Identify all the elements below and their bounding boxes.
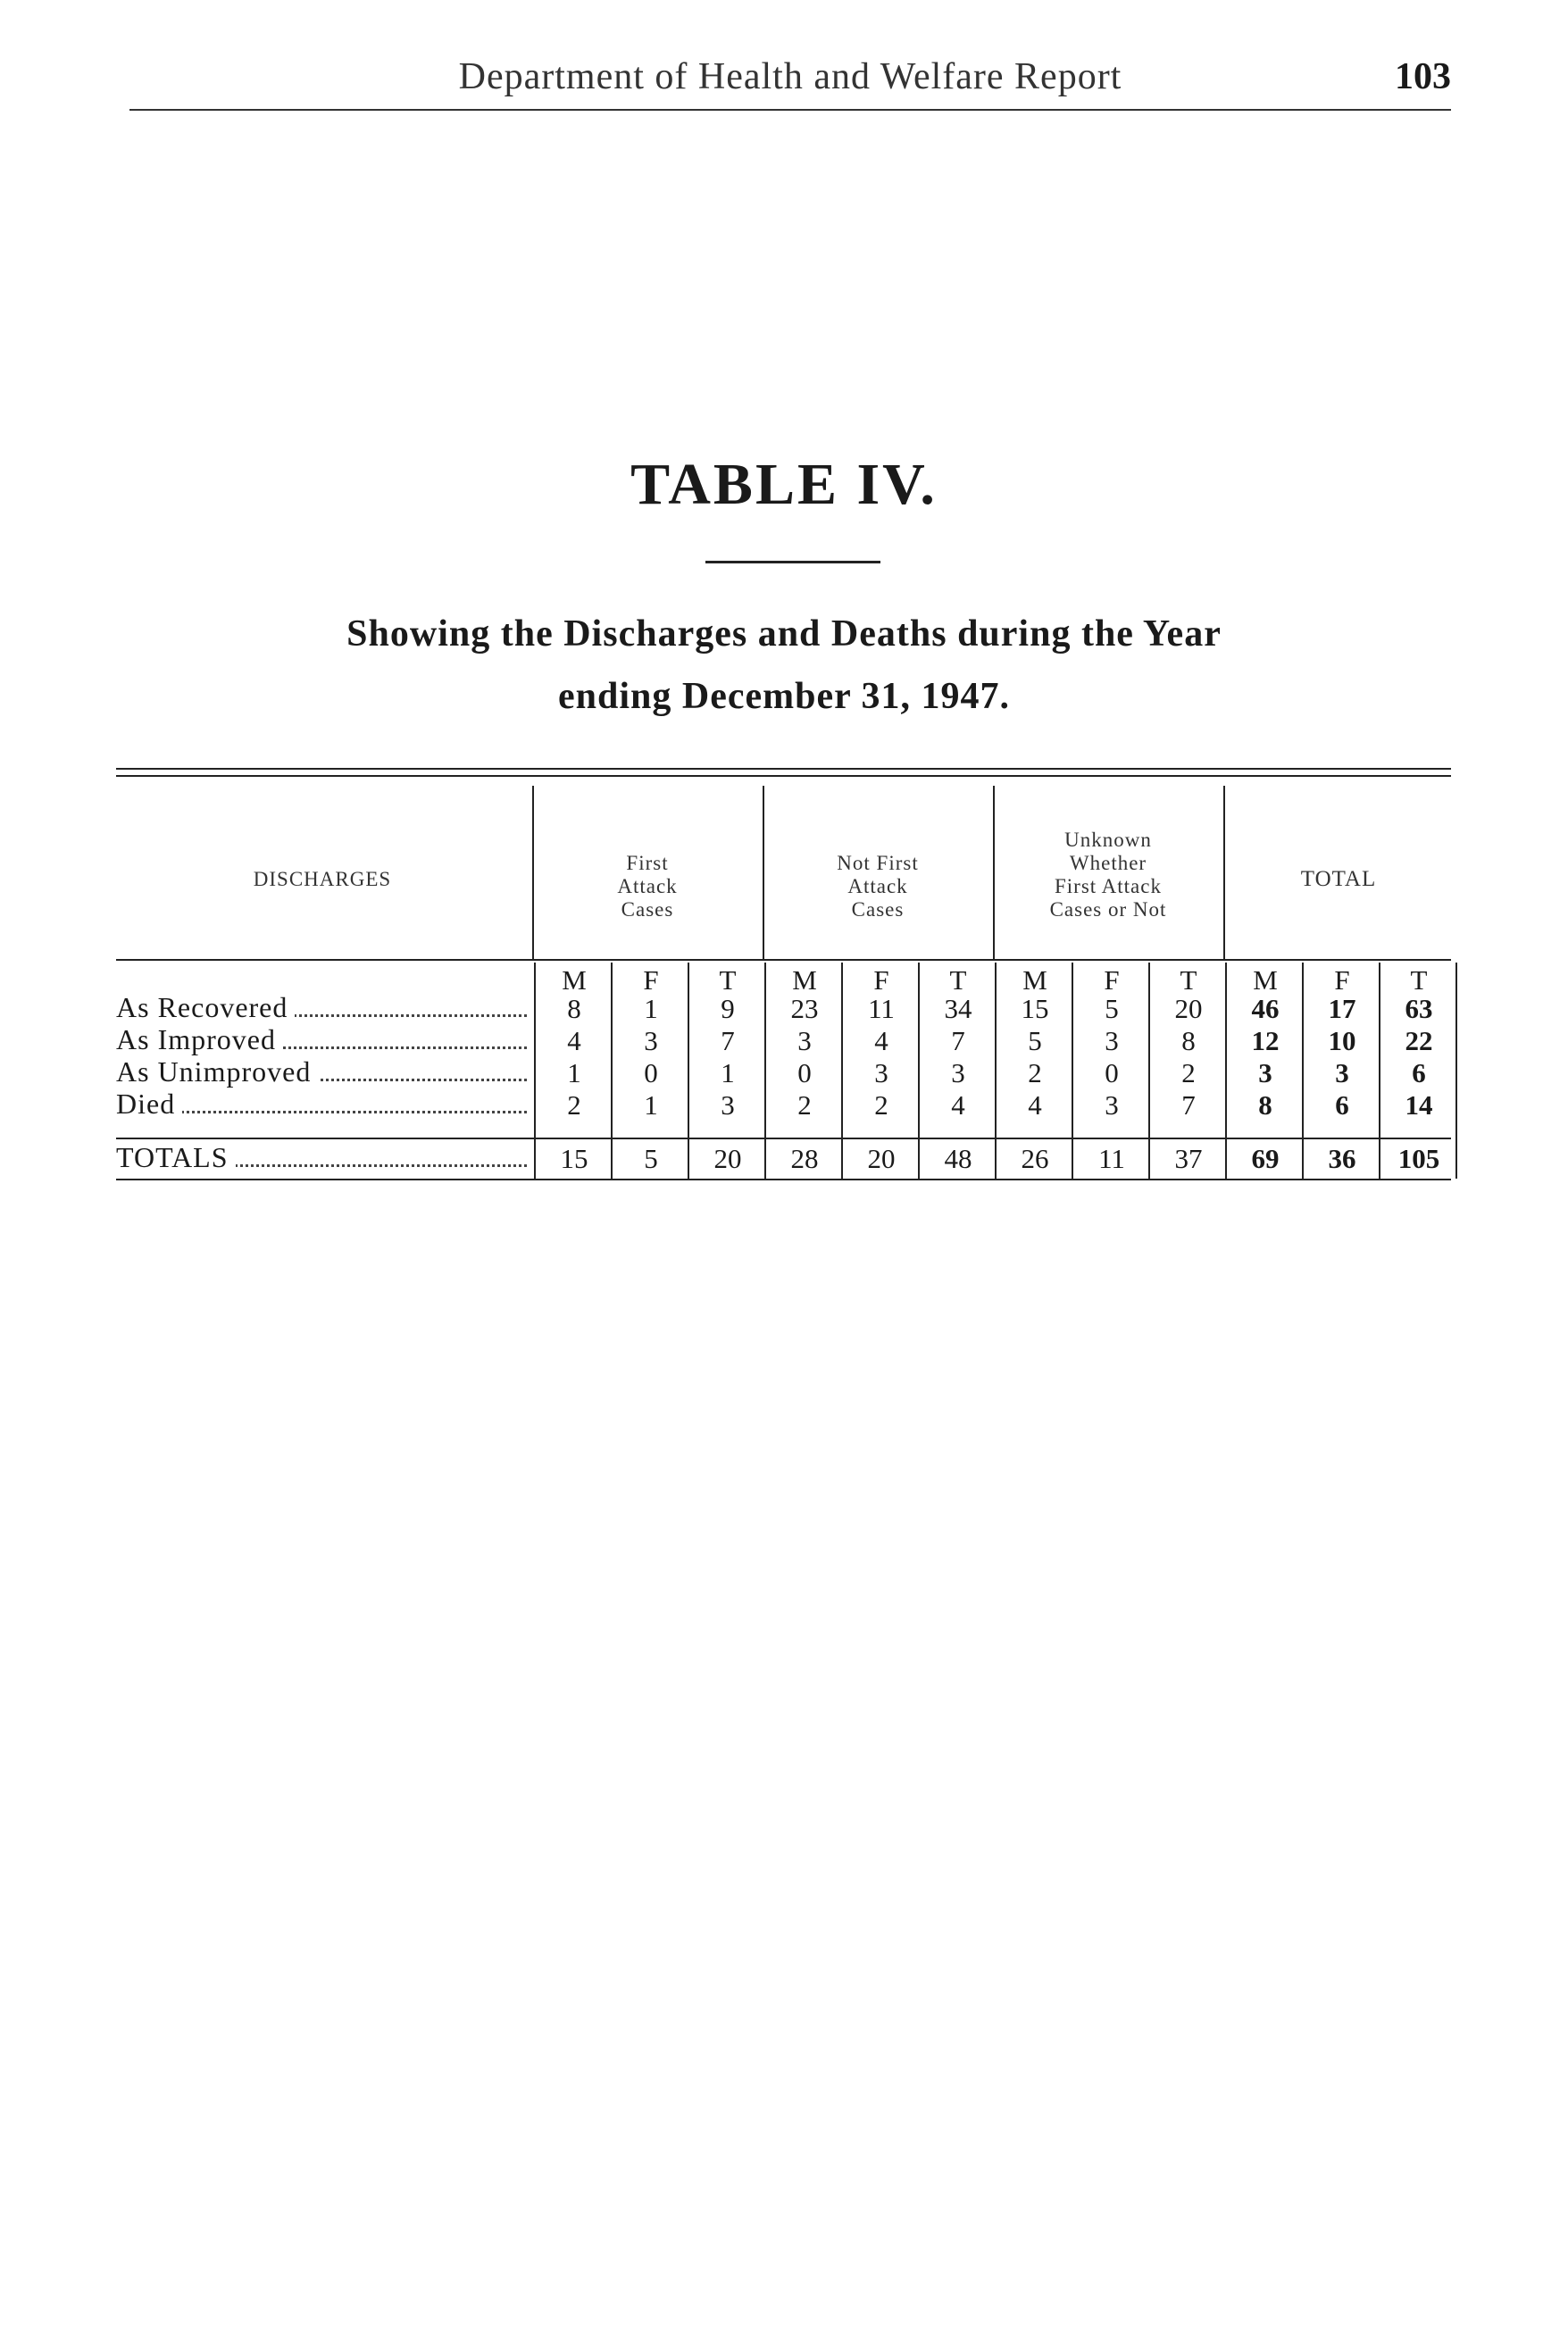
totals-row-cell: 48: [944, 1143, 972, 1174]
row-label-text: As Unimproved: [116, 1055, 318, 1088]
running-head: [129, 55, 1451, 111]
table-row-cell: 2: [874, 1089, 888, 1121]
column-divider: [995, 963, 997, 1179]
table-row-cell: 0: [1105, 1057, 1119, 1088]
column-divider: [1455, 963, 1457, 1179]
header-divider: [1223, 786, 1225, 959]
header-line: Whether: [1069, 852, 1147, 874]
subheader-t: T: [949, 964, 967, 996]
subtitle-line-2: ending December 31, 1947.: [557, 676, 1010, 717]
header-bottom-rule: [116, 959, 1451, 961]
totals-row-cell: 37: [1174, 1143, 1203, 1174]
table-row-cell: 6: [1335, 1089, 1349, 1121]
table-row-cell: 3: [1105, 1089, 1119, 1121]
row-label-text: TOTALS: [116, 1141, 236, 1173]
subheader-t: T: [1180, 964, 1197, 996]
row-label-text: As Improved: [116, 1023, 283, 1055]
totals-row-cell: 20: [713, 1143, 742, 1174]
header-divider: [532, 786, 534, 959]
subheader-f: F: [1334, 964, 1350, 996]
table-row-cell: 4: [1028, 1089, 1042, 1121]
table-title: TABLE IV.: [630, 452, 938, 517]
header-divider: [763, 786, 764, 959]
table-row-cell: 63: [1405, 993, 1433, 1024]
column-divider: [1225, 963, 1227, 1179]
table-row-cell: 0: [644, 1057, 658, 1088]
header-line: Cases: [621, 898, 674, 921]
totals-row-cell: 15: [560, 1143, 588, 1174]
table-row-cell: 1: [644, 1089, 658, 1121]
table-row-cell: 2: [567, 1089, 581, 1121]
totals-row-cell: 5: [644, 1143, 658, 1174]
table-row-cell: 1: [567, 1057, 581, 1088]
table-row-cell: 23: [790, 993, 819, 1024]
table-row-cell: 1: [644, 993, 658, 1024]
column-divider: [1072, 963, 1073, 1179]
table-row-cell: 2: [797, 1089, 812, 1121]
table-row-cell: 10: [1328, 1025, 1356, 1056]
table-row-cell: 5: [1028, 1025, 1042, 1056]
discharges-table: [116, 768, 1451, 1188]
table-row-cell: 11: [868, 993, 895, 1024]
table-row-cell: 8: [567, 993, 581, 1024]
header-line: First: [626, 852, 669, 874]
header-line: Unknown: [1064, 829, 1152, 851]
table-top-rule: [116, 768, 1451, 770]
table-row-cell: 3: [721, 1089, 735, 1121]
table-row-cell: 7: [721, 1025, 735, 1056]
table-row-cell: 6: [1412, 1057, 1426, 1088]
header-total: TOTAL: [1300, 867, 1377, 891]
column-divider: [688, 963, 689, 1179]
table-row-cell: 0: [797, 1057, 812, 1088]
table-row-cell: 1: [721, 1057, 735, 1088]
header-line: Not First: [837, 852, 919, 874]
table-row-cell: 3: [1258, 1057, 1272, 1088]
totals-row-cell: 11: [1098, 1143, 1125, 1174]
totals-row-cell: 69: [1251, 1143, 1280, 1174]
table-row-cell: 15: [1021, 993, 1049, 1024]
table-row-cell: 34: [944, 993, 972, 1024]
table-row-label: [116, 991, 536, 1024]
table-row-cell: 3: [644, 1025, 658, 1056]
header-not-first-attack: [766, 852, 989, 921]
totals-row-cell: 26: [1021, 1143, 1049, 1174]
row-label-text: As Recovered: [116, 991, 295, 1023]
column-divider: [1302, 963, 1304, 1179]
totals-row-cell: 36: [1328, 1143, 1356, 1174]
table-row-cell: 20: [1174, 993, 1203, 1024]
running-head-title: Department of Health and Welfare Report: [458, 56, 1122, 97]
column-divider: [918, 963, 920, 1179]
title-rule: [705, 561, 880, 563]
table-row-cell: 17: [1328, 993, 1356, 1024]
table-row-cell: 8: [1181, 1025, 1196, 1056]
subheader-m: M: [792, 964, 817, 996]
table-row-cell: 3: [951, 1057, 965, 1088]
subheader-m: M: [1022, 964, 1047, 996]
table-row-cell: 14: [1405, 1089, 1433, 1121]
column-divider: [534, 963, 536, 1179]
header-first-attack: [536, 852, 759, 921]
table-row-cell: 3: [1335, 1057, 1349, 1088]
row-label-text: Died: [116, 1088, 182, 1120]
table-row-label: [116, 1023, 536, 1056]
subheader-t: T: [719, 964, 737, 996]
table-row-cell: 22: [1405, 1025, 1433, 1056]
subtitle-line-1: Showing the Discharges and Deaths during the Year: [346, 613, 1222, 654]
column-divider: [764, 963, 766, 1179]
column-divider: [841, 963, 843, 1179]
header-divider: [993, 786, 995, 959]
table-row-cell: 4: [874, 1025, 888, 1056]
header-line: Attack: [847, 875, 908, 897]
table-row-cell: 8: [1258, 1089, 1272, 1121]
column-divider: [1148, 963, 1150, 1179]
subheader-f: F: [873, 964, 889, 996]
table-row-cell: 3: [797, 1025, 812, 1056]
totals-row-cell: 105: [1397, 1143, 1440, 1174]
table-row-cell: 12: [1251, 1025, 1280, 1056]
table-row-cell: 4: [567, 1025, 581, 1056]
totals-row-label: [116, 1141, 536, 1174]
column-divider: [611, 963, 613, 1179]
table-row-cell: 3: [874, 1057, 888, 1088]
subheader-t: T: [1410, 964, 1428, 996]
totals-row-cell: 28: [790, 1143, 819, 1174]
header-discharges: DISCHARGES: [253, 868, 392, 890]
table-bottom-rule: [116, 1179, 1451, 1180]
table-row-cell: 46: [1251, 993, 1280, 1024]
column-divider: [1379, 963, 1380, 1179]
header-line: First Attack: [1055, 875, 1162, 897]
table-top-rule-2: [116, 775, 1451, 777]
header-line: Cases: [851, 898, 905, 921]
table-row-label: [116, 1055, 536, 1088]
table-row-cell: 3: [1105, 1025, 1119, 1056]
header-line: Cases or Not: [1049, 898, 1167, 921]
header-line: Attack: [617, 875, 678, 897]
subheader-f: F: [1104, 964, 1120, 996]
table-row-cell: 7: [1181, 1089, 1196, 1121]
table-row-cell: 7: [951, 1025, 965, 1056]
subheader-m: M: [562, 964, 587, 996]
page-number: 103: [1395, 56, 1451, 97]
table-row-cell: 5: [1105, 993, 1119, 1024]
subheader-f: F: [643, 964, 659, 996]
table-row-cell: 4: [951, 1089, 965, 1121]
table-row-label: [116, 1088, 536, 1121]
totals-row-cell: 20: [867, 1143, 896, 1174]
table-row-cell: 2: [1181, 1057, 1196, 1088]
subheader-m: M: [1253, 964, 1278, 996]
table-row-cell: 2: [1028, 1057, 1042, 1088]
header-unknown: [997, 829, 1220, 921]
table-row-cell: 9: [721, 993, 735, 1024]
totals-top-rule: [116, 1138, 1451, 1139]
